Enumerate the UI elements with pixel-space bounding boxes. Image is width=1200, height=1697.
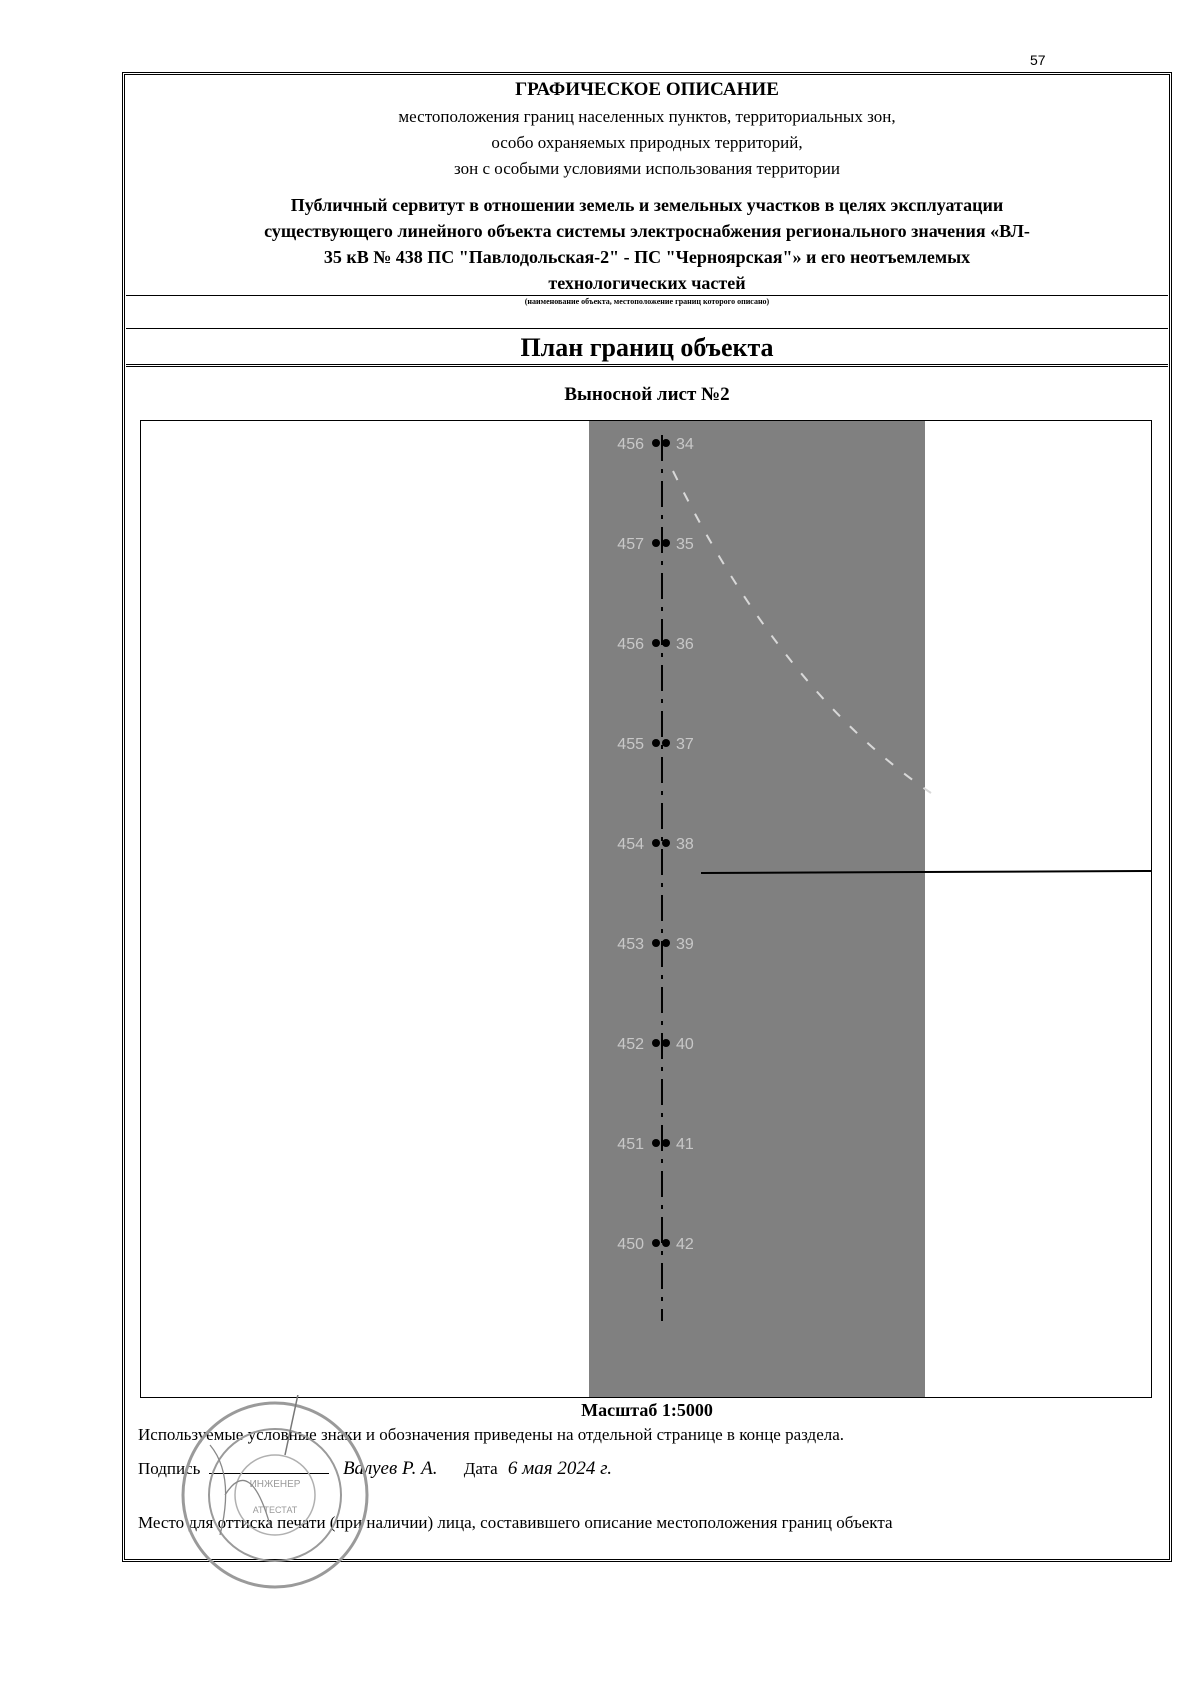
plan-title: План границ объекта: [520, 333, 774, 362]
point-label-right: 40: [676, 1036, 694, 1053]
point-marker: [662, 939, 670, 947]
point-label-right: 39: [676, 936, 694, 953]
point-label-right: 34: [676, 436, 694, 453]
page-number: 57: [1030, 52, 1046, 68]
point-label-left: 454: [617, 836, 644, 853]
point-label-left: 456: [617, 636, 644, 653]
object-name-line: Публичный сервитут в отношении земель и земельных участков в целях эксплуатации: [290, 195, 1004, 215]
point-marker: [662, 1139, 670, 1147]
boundary-map: [141, 421, 1152, 1398]
divider: [126, 364, 1168, 367]
map-frame: [140, 420, 1152, 1398]
point-marker: [662, 1039, 670, 1047]
point-marker: [652, 439, 660, 447]
seal-text: ИНЖЕНЕР: [249, 1479, 301, 1490]
point-marker: [662, 739, 670, 747]
point-marker: [662, 1239, 670, 1247]
point-marker: [652, 1139, 660, 1147]
object-name-line: технологических частей: [548, 273, 746, 293]
point-marker: [652, 839, 660, 847]
divider: [126, 328, 1168, 329]
legend-note: Используемые условные знаки и обозначения приведены на отдельной странице в конце раздела.: [138, 1425, 845, 1444]
signer-name: Валуев Р. А.: [342, 1458, 438, 1479]
point-label-right: 41: [676, 1136, 694, 1153]
object-name: [126, 192, 1168, 296]
seal-text: АТТЕСТАТ: [252, 1505, 298, 1515]
object-name-line: 35 кВ № 438 ПС "Павлодольская-2" - ПС "Черноярская"» и его неотъемлемых: [323, 247, 971, 267]
point-label-left: 452: [617, 1036, 644, 1053]
signature-label: Подпись: [138, 1459, 201, 1478]
object-name-line: существующего линейного объекта системы электроснабжения регионального значения «ВЛ-: [264, 221, 1030, 241]
subtitle-line: местоположения границ населенных пунктов, территориальных зон,: [398, 107, 896, 126]
sheet-title: Выносной лист №2: [564, 384, 730, 405]
point-marker: [662, 439, 670, 447]
date-label: Дата: [463, 1459, 498, 1478]
point-marker: [652, 1239, 660, 1247]
point-marker: [652, 639, 660, 647]
signature-date: 6 мая 2024 г.: [507, 1458, 613, 1479]
point-label-left: 455: [617, 736, 644, 753]
point-marker: [662, 539, 670, 547]
object-name-caption: (наименование объекта, местоположение границ которого описано): [524, 297, 770, 306]
point-label-left: 456: [617, 436, 644, 453]
point-label-right: 42: [676, 1236, 694, 1253]
round-seal: [180, 1395, 380, 1605]
point-marker: [662, 639, 670, 647]
point-label-right: 35: [676, 536, 694, 553]
point-marker: [652, 1039, 660, 1047]
point-label-right: 37: [676, 736, 694, 753]
divider: [126, 295, 1168, 296]
point-label-left: 451: [617, 1136, 644, 1153]
subtitle-line: зон с особыми условиями использования территории: [454, 159, 840, 178]
point-marker: [662, 839, 670, 847]
point-label-left: 457: [617, 536, 644, 553]
point-marker: [652, 539, 660, 547]
point-label-left: 453: [617, 936, 644, 953]
scale-label: Масштаб 1:5000: [581, 1400, 713, 1420]
point-marker: [652, 939, 660, 947]
point-marker: [652, 739, 660, 747]
point-label-left: 450: [617, 1236, 644, 1253]
seal-note: Место для оттиска печати (при наличии) лица, составившего описание местоположения границ объекта: [138, 1513, 893, 1532]
point-label-right: 36: [676, 636, 694, 653]
document-title: ГРАФИЧЕСКОЕ ОПИСАНИЕ: [515, 79, 779, 100]
subtitle-line: особо охраняемых природных территорий,: [491, 133, 803, 152]
point-label-right: 38: [676, 836, 694, 853]
